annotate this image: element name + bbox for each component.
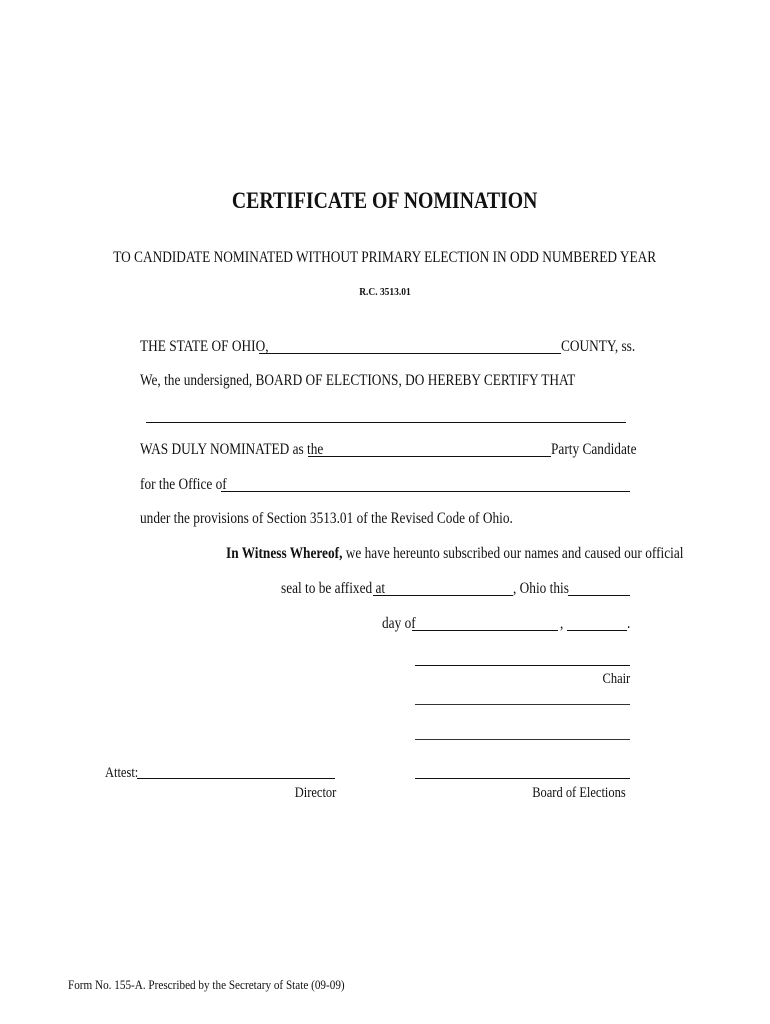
board-of-elections-label: Board of Elections [532, 785, 626, 801]
party-field[interactable] [308, 456, 551, 457]
director-label: Director [294, 785, 336, 801]
statute-reference: R.C. 3513.01 [359, 286, 411, 298]
provisions-statement: under the provisions of Section 3513.01 of the Revised Code of Ohio. [140, 510, 513, 527]
document-subtitle: TO CANDIDATE NOMINATED WITHOUT PRIMARY ELECTION IN ODD NUMBERED YEAR [113, 249, 657, 266]
party-candidate-label: Party Candidate [551, 441, 637, 458]
document-title: CERTIFICATE OF NOMINATION [232, 188, 538, 213]
seal-label: seal to be affixed at [281, 580, 386, 597]
comma-separator: , [560, 615, 564, 632]
candidate-name-field[interactable] [146, 422, 626, 423]
chair-label: Chair [602, 671, 630, 687]
witness-statement: In Witness Whereof, we have hereunto subscribed our names and caused our official [226, 545, 684, 562]
county-label: COUNTY, ss. [561, 338, 636, 355]
seal-location-field[interactable] [373, 595, 513, 596]
director-signature-line[interactable] [137, 778, 335, 779]
day-number-field[interactable] [568, 595, 630, 596]
member-signature-line-2[interactable] [415, 739, 630, 740]
county-field[interactable] [259, 353, 561, 354]
year-field[interactable] [567, 630, 627, 631]
period-mark: . [627, 615, 631, 632]
nominated-label: WAS DULY NOMINATED as the [140, 441, 324, 458]
office-label: for the Office of [140, 476, 227, 493]
member-signature-line-1[interactable] [415, 704, 630, 705]
attest-label: Attest: [105, 765, 139, 781]
certify-statement: We, the undersigned, BOARD OF ELECTIONS, DO HEREBY CERTIFY THAT [140, 372, 576, 389]
ohio-this-label: , Ohio this [513, 580, 569, 597]
day-of-label: day of [382, 615, 416, 632]
month-field[interactable] [412, 630, 558, 631]
chair-signature-line[interactable] [415, 665, 630, 666]
state-label: THE STATE OF OHIO, [140, 338, 269, 355]
office-field[interactable] [221, 491, 630, 492]
form-footer: Form No. 155-A. Prescribed by the Secretary of State (09-09) [68, 977, 345, 992]
board-signature-line[interactable] [415, 778, 630, 779]
